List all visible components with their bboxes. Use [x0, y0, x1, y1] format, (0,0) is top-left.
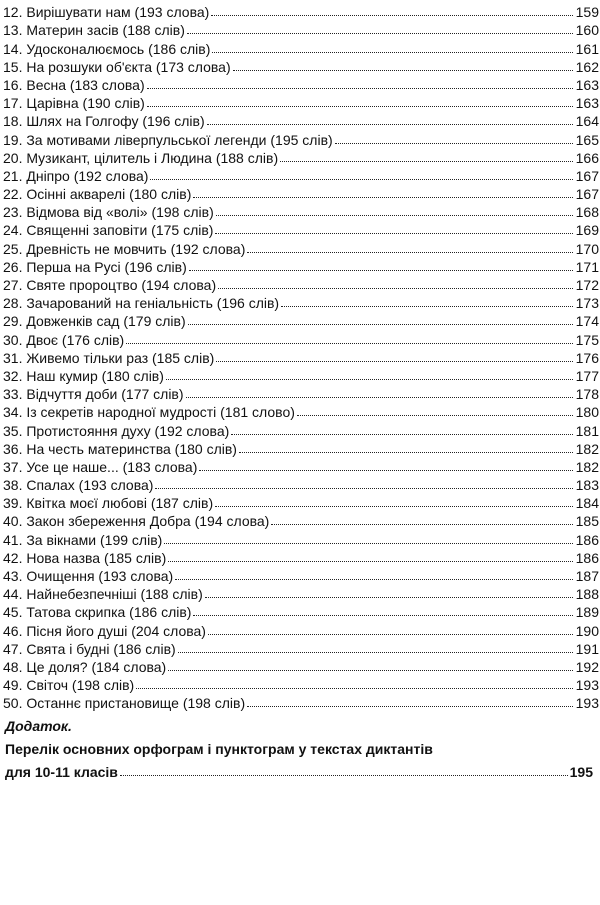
toc-title: 41. За вікнами (199 слів): [3, 531, 163, 548]
page-number: 163: [575, 76, 599, 93]
toc-entry[interactable]: [3, 58, 599, 76]
dot-leader: [281, 306, 573, 307]
page-number: 172: [575, 277, 599, 293]
dot-leader: [193, 197, 573, 198]
toc-title: 37. Усе це наше... (183 слова): [3, 458, 198, 475]
toc-title: 50. Останнє пристановище (198 слів): [3, 695, 246, 712]
page-number: 162: [575, 58, 599, 75]
page-number: 190: [575, 622, 599, 639]
toc-entry[interactable]: [3, 203, 599, 221]
toc-title: 29. Довженків сад (179 слів): [3, 313, 186, 330]
page-number: 183: [575, 477, 599, 494]
toc-entry[interactable]: [3, 349, 599, 367]
dot-leader: [218, 288, 573, 289]
page-number: 184: [575, 495, 599, 512]
toc-title: 12. Вирішувати нам (193 слова): [3, 4, 210, 21]
dot-leader: [193, 615, 573, 616]
dot-leader: [199, 470, 573, 471]
toc-entry[interactable]: [3, 330, 599, 348]
toc-title: 42. Нова назва (185 слів): [3, 549, 167, 566]
dot-leader: [280, 161, 573, 162]
page-number: 170: [575, 240, 599, 257]
toc-title: 28. Зачарований на геніальність (196 слів): [3, 295, 280, 312]
page-number: 169: [575, 222, 599, 239]
toc-entry[interactable]: [3, 112, 599, 130]
page-number: 186: [575, 531, 599, 548]
toc-entry[interactable]: [3, 367, 599, 385]
page-number: 160: [575, 22, 599, 39]
page-number: 180: [575, 404, 599, 421]
toc-title: 19. За мотивами ліверпульської легенди (195 слів): [3, 131, 333, 148]
page-number: 176: [575, 349, 599, 366]
page-number: 175: [575, 331, 599, 348]
page-number: 186: [575, 549, 599, 566]
toc-title: 27. Святе пророцтво (194 слова): [3, 277, 217, 293]
dot-leader: [168, 561, 573, 562]
toc-title: 17. Царівна (190 слів): [3, 95, 145, 112]
toc-entry[interactable]: [3, 494, 599, 512]
toc-title: 46. Пісня його душі (204 слова): [3, 622, 206, 639]
dot-leader: [208, 634, 573, 635]
toc-title: 40. Закон збереження Добра (194 слова): [3, 513, 270, 530]
page-number: 177: [575, 367, 599, 384]
dot-leader: [247, 706, 573, 707]
dot-leader: [297, 415, 573, 416]
toc-entry[interactable]: [3, 512, 599, 530]
dot-leader: [178, 652, 573, 653]
dot-leader: [335, 143, 573, 144]
dot-leader: [120, 775, 568, 776]
toc-title: 25. Древність не мовчить (192 слова): [3, 240, 246, 257]
toc-title: 48. Це доля? (184 слова): [3, 658, 167, 675]
toc-title: 47. Свята і будні (186 слів): [3, 640, 176, 657]
toc-title: 20. Музикант, цілитель і Людина (188 слів): [3, 149, 279, 166]
dot-leader: [155, 488, 573, 489]
page-number: 178: [575, 386, 599, 403]
dot-leader: [187, 33, 573, 34]
dot-leader: [175, 579, 573, 580]
toc-title: 18. Шлях на Голгофу (196 слів): [3, 113, 205, 130]
toc-title: 14. Удосконалюємось (186 слів): [3, 40, 211, 57]
toc-entry[interactable]: [3, 458, 599, 476]
toc-entry[interactable]: [3, 676, 599, 694]
page-number: 188: [575, 586, 599, 603]
page-number: 193: [575, 677, 599, 694]
toc-title: 43. Очищення (193 слова): [3, 568, 174, 584]
page-number: 181: [575, 422, 599, 439]
dot-leader: [215, 233, 573, 234]
dot-leader: [211, 15, 573, 16]
toc-title: 31. Живемо тільки раз (185 слів): [3, 349, 215, 366]
page-number: 161: [575, 40, 599, 57]
toc-title: 15. На розшуки об'єкта (173 слова): [3, 58, 231, 75]
page-number: 167: [575, 167, 599, 184]
toc-title: 23. Відмова від «волі» (198 слів): [3, 204, 214, 221]
toc-entry[interactable]: [3, 276, 599, 294]
toc-title: 45. Татова скрипка (186 слів): [3, 604, 192, 621]
page-number: 182: [575, 440, 599, 457]
toc-entry[interactable]: [3, 258, 599, 276]
page-number: 173: [575, 295, 599, 312]
page-number: 168: [575, 204, 599, 221]
toc-entry[interactable]: [3, 221, 599, 239]
appendix-title-line1: Перелік основних орфограм і пунктограм у текстах диктантів: [5, 741, 433, 757]
toc-entry[interactable]: [3, 549, 599, 567]
dot-leader: [212, 52, 573, 53]
toc-title: 33. Відчуття доби (177 слів): [3, 386, 184, 403]
page-number: 182: [575, 458, 599, 475]
page-number: 165: [575, 131, 599, 148]
toc-entry[interactable]: [3, 421, 599, 439]
toc-entry[interactable]: [3, 94, 599, 112]
dot-leader: [164, 543, 573, 544]
toc-title: 21. Дніпро (192 слова): [3, 167, 149, 184]
toc-entry[interactable]: [3, 658, 599, 676]
toc-entry[interactable]: [3, 603, 599, 621]
page-number: 174: [575, 313, 599, 330]
dot-leader: [150, 179, 573, 180]
page-number: 164: [575, 113, 599, 130]
toc-title: 44. Найнебезпечніші (188 слів): [3, 586, 203, 603]
appendix-title-line2: для 10-11 класів: [5, 764, 118, 780]
dot-leader: [147, 106, 573, 107]
toc-entry[interactable]: [3, 530, 599, 548]
dot-leader: [207, 124, 573, 125]
toc-entry[interactable]: [3, 403, 599, 421]
toc-title: 30. Двоє (176 слів): [3, 331, 125, 348]
toc-title: 34. Із секретів народної мудрості (181 слово): [3, 404, 295, 421]
toc-entry[interactable]: [3, 185, 599, 203]
dot-leader: [147, 88, 573, 89]
dot-leader: [216, 215, 573, 216]
page-number: 192: [575, 658, 599, 675]
appendix-entry[interactable]: [5, 763, 593, 781]
dot-leader: [216, 361, 573, 362]
page-number: 166: [575, 149, 599, 166]
dot-leader: [166, 379, 573, 380]
page-number: 191: [575, 640, 599, 657]
dot-leader: [186, 397, 573, 398]
toc-entry[interactable]: [3, 294, 599, 312]
dot-leader: [126, 343, 573, 344]
dot-leader: [239, 452, 573, 453]
toc-entry[interactable]: [3, 3, 599, 21]
page-number: 195: [569, 764, 593, 780]
toc-title: 13. Материн засів (188 слів): [3, 22, 185, 39]
toc-title: 38. Спалах (193 слова): [3, 477, 154, 494]
dot-leader: [168, 670, 573, 671]
toc-title: 26. Перша на Русі (196 слів): [3, 258, 187, 275]
toc-entry[interactable]: [3, 167, 599, 185]
page-number: 193: [575, 695, 599, 712]
toc-title: 22. Осінні акварелі (180 слів): [3, 186, 192, 203]
toc-entry[interactable]: [3, 130, 599, 148]
page-number: 189: [575, 604, 599, 621]
toc-title: 36. На честь материнства (180 слів): [3, 440, 237, 457]
toc-entry[interactable]: [3, 149, 599, 167]
page-number: 167: [575, 186, 599, 203]
dot-leader: [247, 252, 573, 253]
toc-entry[interactable]: [3, 385, 599, 403]
toc-entry[interactable]: [3, 39, 599, 57]
dot-leader: [205, 597, 573, 598]
page-number: 171: [575, 258, 599, 275]
toc-entry[interactable]: [3, 476, 599, 494]
page-number: 159: [575, 4, 599, 21]
toc-title: 35. Протистояння духу (192 слова): [3, 422, 230, 439]
toc-entry[interactable]: [3, 440, 599, 458]
toc-entry[interactable]: [3, 239, 599, 257]
dot-leader: [271, 524, 573, 525]
dot-leader: [233, 70, 573, 71]
page-number: 187: [575, 568, 599, 584]
toc-entry[interactable]: [3, 312, 599, 330]
dot-leader: [136, 688, 573, 689]
page-number: 163: [575, 95, 599, 112]
toc-entry[interactable]: [3, 21, 599, 39]
dot-leader: [215, 506, 573, 507]
toc-entry[interactable]: [3, 76, 599, 94]
toc-entry[interactable]: [3, 621, 599, 639]
toc-entry[interactable]: [3, 567, 599, 585]
table-of-contents: [3, 3, 599, 712]
toc-title: 39. Квітка моєї любові (187 слів): [3, 495, 214, 512]
dot-leader: [231, 434, 573, 435]
toc-title: 49. Світоч (198 слів): [3, 677, 135, 694]
toc-entry[interactable]: [3, 694, 599, 712]
toc-title: 24. Священні заповіти (175 слів): [3, 222, 214, 239]
dot-leader: [188, 324, 573, 325]
dot-leader: [189, 270, 573, 271]
toc-title: 16. Весна (183 слова): [3, 76, 145, 93]
toc-title: 32. Наш кумир (180 слів): [3, 367, 164, 384]
toc-entry[interactable]: [3, 585, 599, 603]
appendix-heading: Додаток.: [5, 718, 72, 734]
toc-entry[interactable]: [3, 640, 599, 658]
page-number: 185: [575, 513, 599, 530]
